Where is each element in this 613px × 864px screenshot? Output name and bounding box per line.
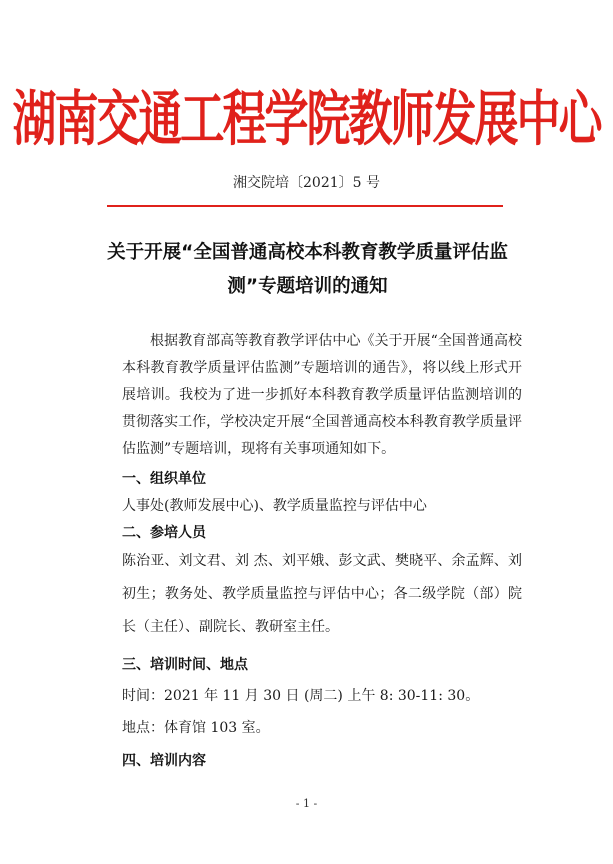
org-header-title: 湖南交通工程学院教师发展中心 — [12, 85, 601, 155]
section-3-time: 时间：2021 年 11 月 30 日 (周二) 上午 8: 30-11: 30。 — [122, 688, 480, 704]
section-1-text: 人事处(教师发展中心)、教学质量监控与评估中心 — [122, 498, 427, 514]
section-3-heading: 三、培训时间、地点 — [122, 657, 248, 673]
document-number: 湘交院培〔2021〕5 号 — [233, 175, 380, 191]
page-number: - 1 - — [295, 797, 318, 810]
section-2-heading: 二、参培人员 — [122, 525, 206, 541]
section-3-place: 地点：体育馆 103 室。 — [122, 720, 270, 736]
section-2-text: 陈治亚、刘文君、刘 杰、刘平娥、彭文武、樊晓平、余孟辉、刘初生；教务处、教学质量监控与评估中心；各二级学院（部）院长（主任）、副院长、教研室主任。 — [122, 553, 522, 635]
red-divider-line — [107, 205, 503, 207]
notice-title — [95, 236, 520, 304]
notice-title-line-1: 关于开展“全国普通高校本科教育教学质量评估监 — [107, 242, 508, 263]
intro-paragraph: 根据教育部高等教育教学评估中心《关于开展“全国普通高校本科教育教学质量评估监测”专题培训的通告》，将以线上形式开展培训。我校为了进一步抓好本科教育教学质量评估监测培训的贯彻落实工作，学校决定开展“全国普通高校本科教育教学质量评估监测”专题培训，现将有关事项通知如下。 — [122, 333, 522, 457]
section-4-heading: 四、培训内容 — [122, 753, 206, 769]
section-1-heading: 一、组织单位 — [122, 471, 206, 487]
notice-title-line-2: 测”专题培训的通知 — [227, 276, 388, 297]
